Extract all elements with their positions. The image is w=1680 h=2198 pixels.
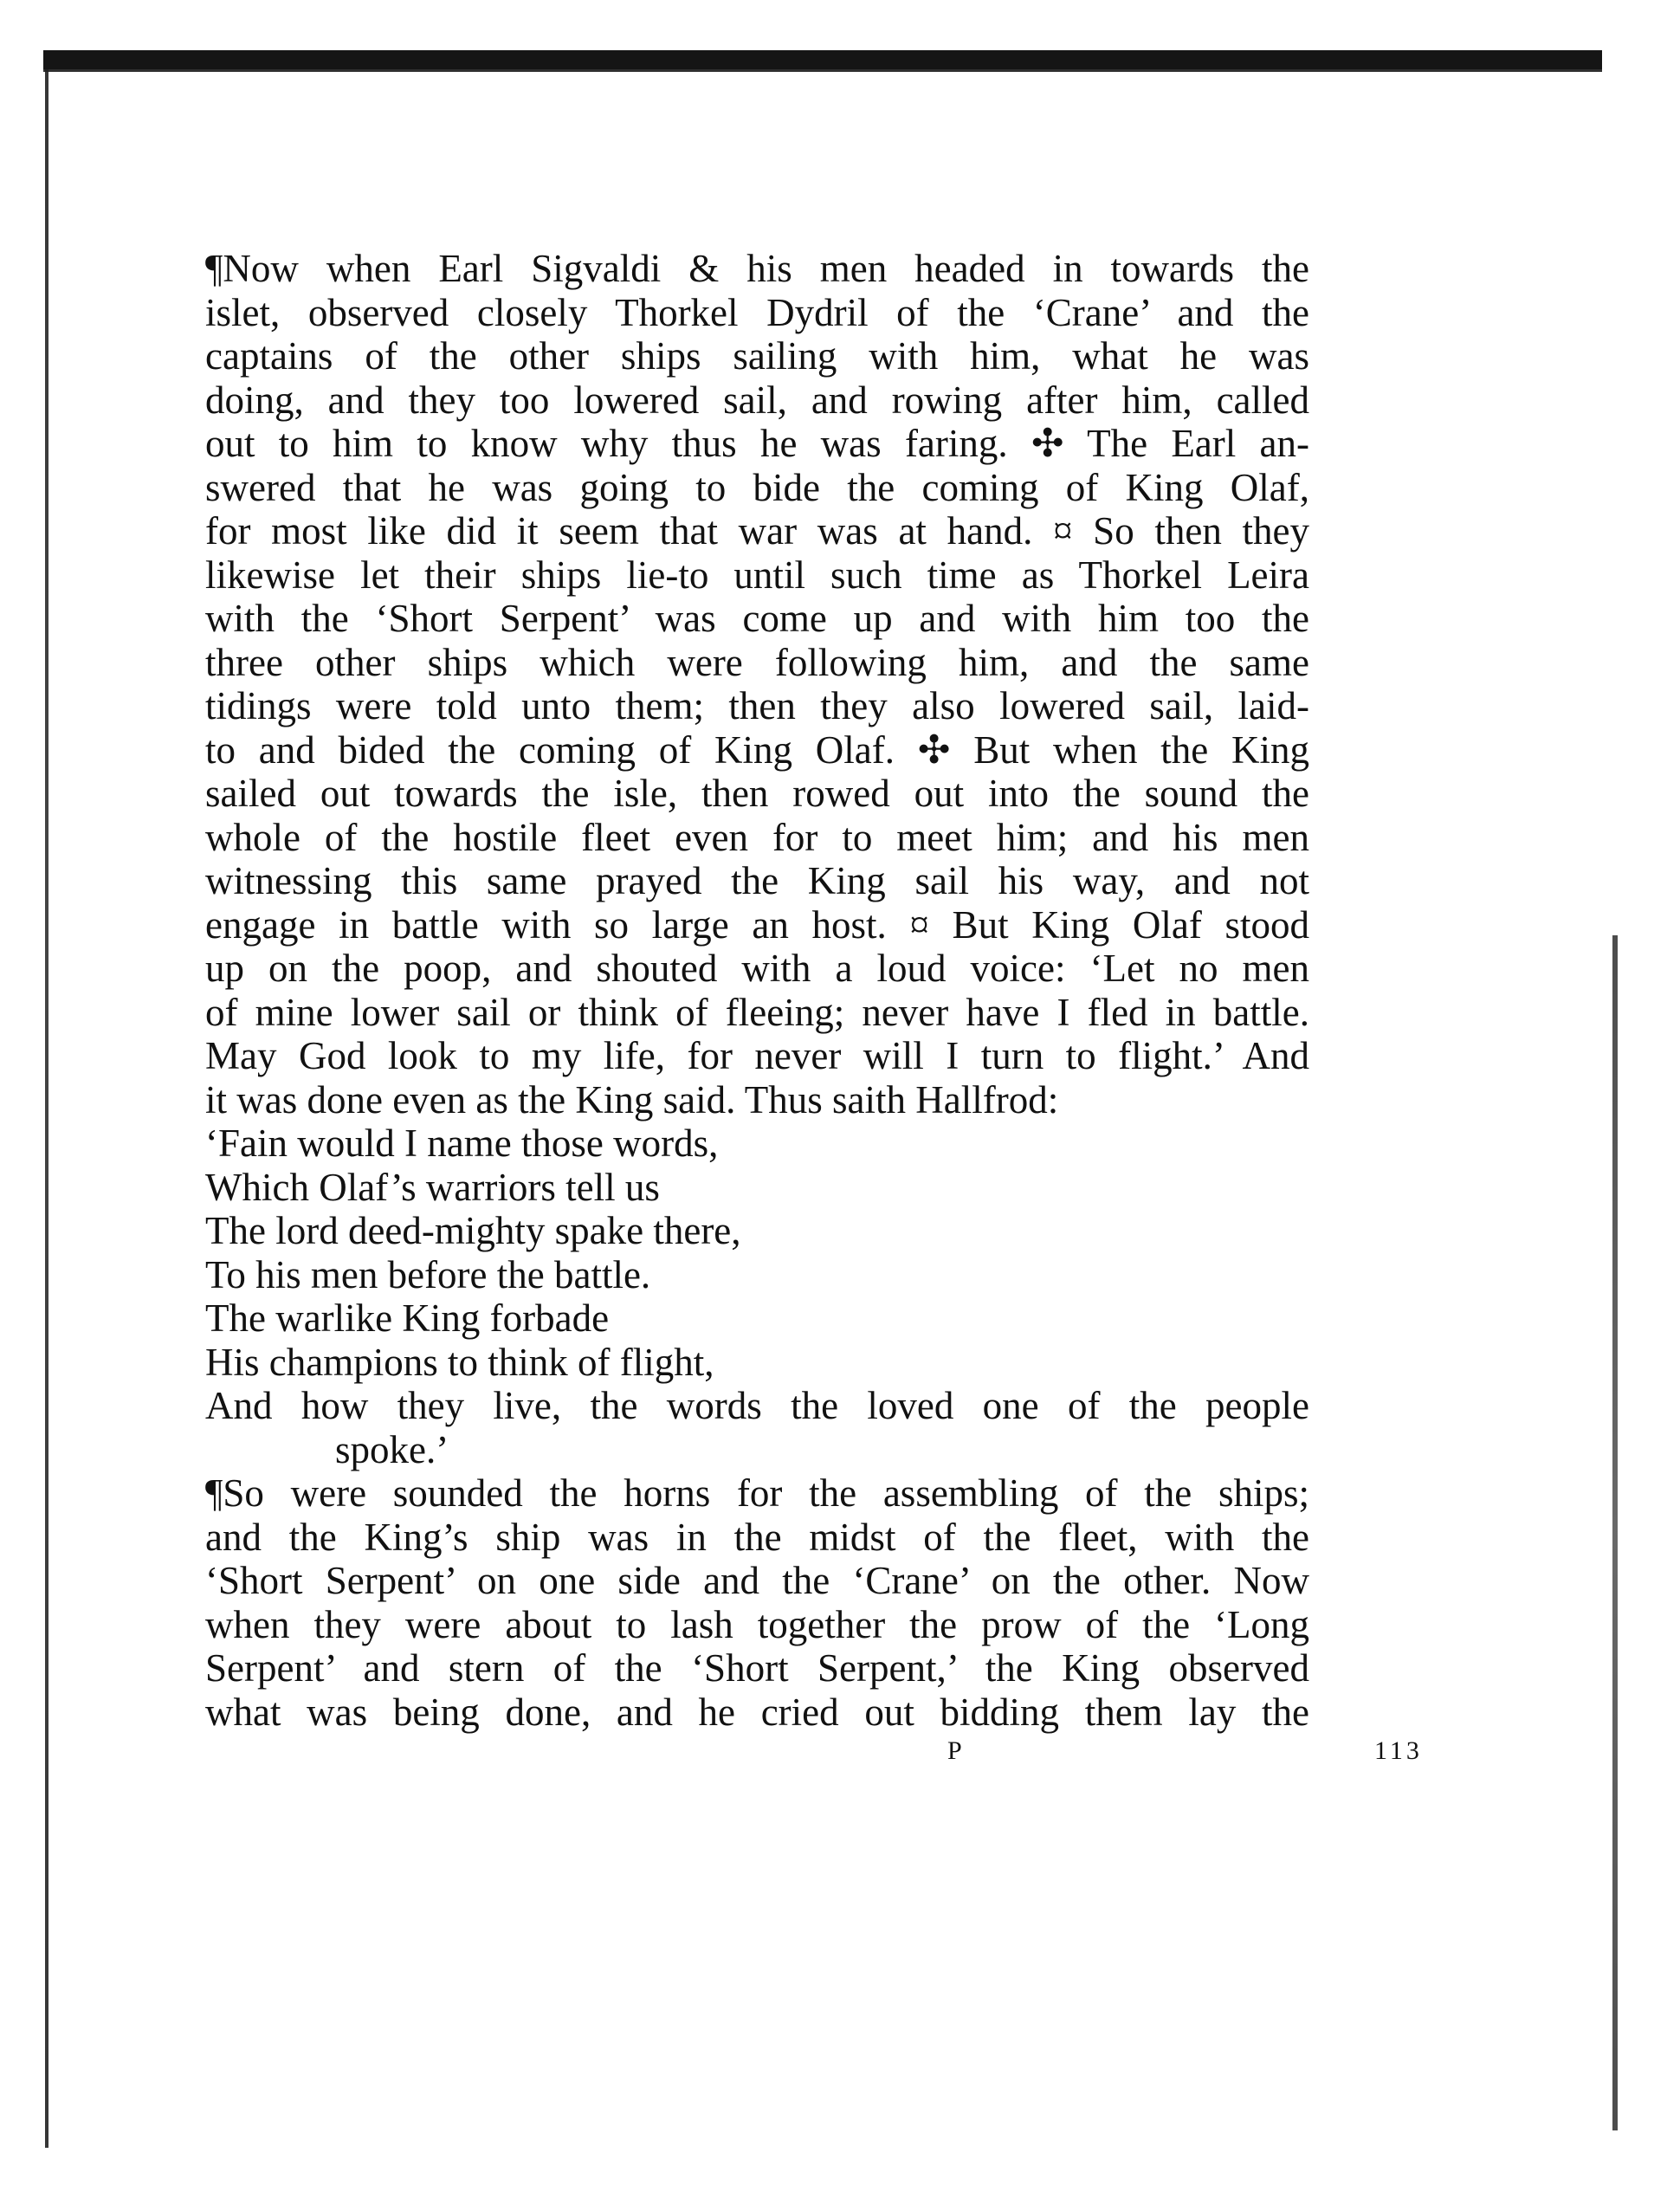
text-line: swered that he was going to bide the coming of King Olaf, [205,465,1309,509]
text-line: ¶Now when Earl Sigvaldi & his men headed in towards the [205,247,1309,290]
verse-line: And how they live, the words the loved one of the people [205,1384,1309,1427]
verse-line: The lord deed-mighty spake there, [205,1209,741,1252]
text-line: likewise let their ships lie-to until such time as Thorkel Leira [205,553,1309,597]
text-line: witnessing this same prayed the King sail his way, and not [205,859,1309,902]
text-line: May God look to my life, for never will I turn to flight.’ And [205,1034,1309,1077]
text-line: ¶So were sounded the horns for the assembling of the ships; [205,1471,1309,1515]
text-line: when they were about to lash together the prow of the ‘Long [205,1602,1309,1646]
text-line: of mine lower sail or think of fleeing; never have I fled in battle. [205,990,1309,1034]
text-line: up on the poop, and shouted with a loud voice: ‘Let no men [205,947,1309,990]
scan-right-edge [1612,935,1618,2130]
verse-line: The warlike King forbade [205,1296,610,1340]
verse-line: Which Olaf’s warriors tell us [205,1165,660,1209]
text-line: doing, and they too lowered sail, and rowing after him, called [205,378,1309,422]
signature-mark: P [947,1736,966,1765]
page-number: 113 [1374,1736,1423,1765]
text-line: to and bided the coming of King Olaf. ✣ But when the King [205,727,1309,772]
text-line: engage in battle with so large an host. ¤ But King Olaf stood [205,902,1309,947]
text-line: it was done even as the King said. Thus saith Hallfrod: [205,1077,1059,1122]
verse-line: spoke.’ [335,1427,449,1471]
text-line: what was being done, and he cried out bidding them lay the [205,1690,1309,1734]
text-line: for most like did it seem that war was at hand. ¤ So then they [205,509,1309,553]
text-line: tidings were told unto them; then they also lowered sail, laid- [205,684,1309,727]
text-line: Serpent’ and stern of the ‘Short Serpent,’ the King observed [205,1646,1309,1690]
text-line: out to him to know why thus he was faring. ✣ The Earl an- [205,422,1309,465]
page-footer [205,1736,1423,1771]
body-text [205,247,1309,1734]
verse-line: ‘Fain would I name those words, [205,1122,719,1165]
verse-line: To his men before the battle. [205,1252,651,1296]
text-line: with the ‘Short Serpent’ was come up and with him too the [205,597,1309,640]
text-line: whole of the hostile fleet even for to meet him; and his men [205,815,1309,859]
text-line: islet, observed closely Thorkel Dydril of the ‘Crane’ and the [205,290,1309,334]
text-line: and the King’s ship was in the midst of the fleet, with the [205,1515,1309,1559]
verse-line: His champions to think of flight, [205,1340,714,1384]
text-line: captains of the other ships sailing with him, what he was [205,334,1309,378]
scan-left-edge [45,69,48,2148]
text-line: ‘Short Serpent’ on one side and the ‘Crane’ on the other. Now [205,1559,1309,1602]
text-line: three other ships which were following him, and the same [205,640,1309,684]
text-line: sailed out towards the isle, then rowed out into the sound the [205,772,1309,815]
scan-top-edge [43,50,1602,72]
